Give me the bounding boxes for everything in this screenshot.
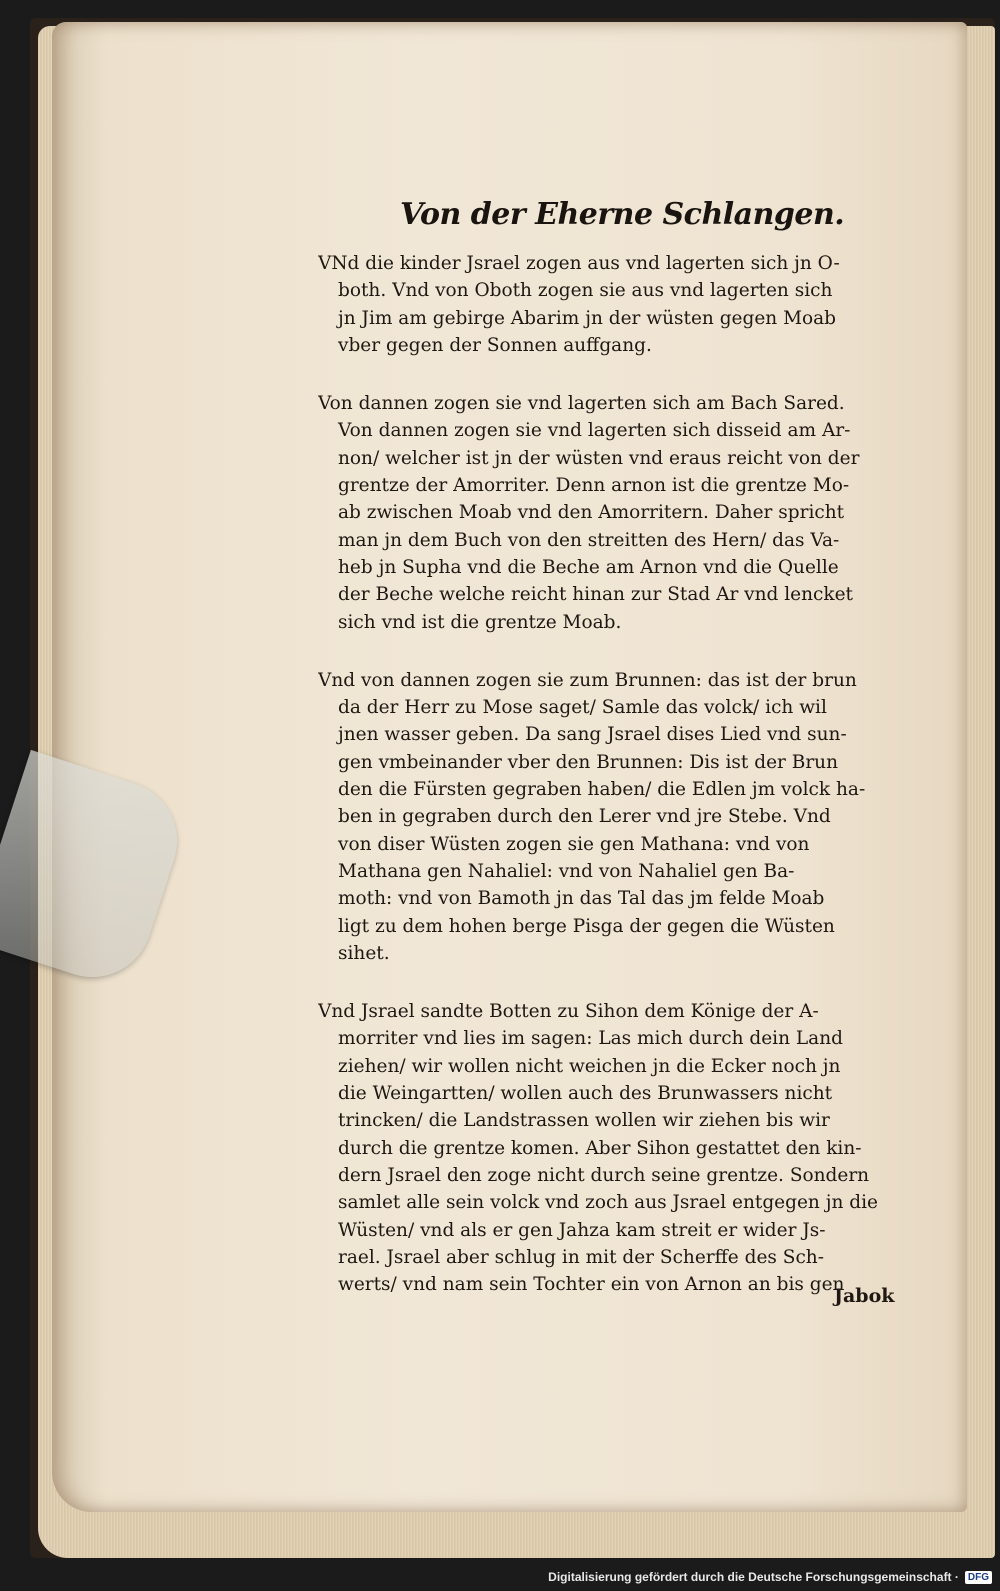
text-line: rael. Jsrael aber schlug in mit der Scherffe des Sch- [338,1246,824,1268]
text-line: gen vmbeinander vber den Brunnen: Dis ist der Brun [338,751,839,773]
text-line: samlet alle sein volck vnd zoch aus Jsrael entgegen jn die [338,1192,878,1214]
text-line: dern Jsrael den zoge nicht durch seine grentze. Sondern [338,1164,870,1186]
text-line: sihet. [338,942,390,964]
text-line: man jn dem Buch von den streitten des Hern/ das Va- [338,529,840,551]
text-line: moth: vnd von Bamoth jn das Tal das jm felde Moab [338,888,825,910]
text-line: morriter vnd lies im sagen: Las mich durch dein Land [338,1028,843,1050]
text-line: grentze der Amorriter. Denn arnon ist die grentze Mo- [338,475,850,497]
funding-notice: Digitalisierung gefördert durch die Deutsche Forschungsgemeinschaft · [548,1570,959,1584]
catchword: Jabok [834,1285,895,1307]
paragraph-4 [318,998,908,1298]
text-line: ziehen/ wir wollen nicht weichen jn die Ecker noch jn [338,1055,841,1077]
text-line: both. Vnd von Oboth zogen sie aus vnd lagerten sich [338,280,833,302]
text-line: VNd die kinder Jsrael zogen aus vnd lagerten sich jn O- [318,253,840,274]
text-line: Vnd Jsrael sandte Botten zu Sihon dem Könige der A- [318,1001,819,1023]
text-line: von diser Wüsten zogen sie gen Mathana: vnd von [338,833,810,855]
text-line: da der Herr zu Mose saget/ Samle das volck/ ich wil [338,697,827,719]
text-line: werts/ vnd nam sein Tochter ein von Arnon an bis gen [338,1274,845,1296]
text-line: sich vnd ist die grentze Moab. [338,611,622,633]
paragraph-1 [318,250,908,359]
text-line: Vnd von dannen zogen sie zum Brunnen: das ist der brun [318,669,857,691]
text-line: ab zwischen Moab vnd den Amorritern. Daher spricht [338,502,845,524]
page-heading: Von der Eherne Schlangen. [400,197,845,232]
text-line: vber gegen der Sonnen auffgang. [338,334,652,356]
text-line: den die Fürsten gegraben haben/ die Edlen jm volck ha- [338,779,866,801]
text-line: jnen wasser geben. Da sang Jsrael dises Lied vnd sun- [338,724,847,746]
text-line: jn Jim am gebirge Abarim jn der wüsten gegen Moab [338,307,837,329]
dfg-logo: DFG [965,1571,992,1584]
text-line: Von dannen zogen sie vnd lagerten sich disseid am Ar- [338,420,851,442]
text-line: durch die grentze komen. Aber Sihon gestattet den kin- [338,1137,862,1159]
text-line: Wüsten/ vnd als er gen Jahza kam streit er wider Js- [338,1219,826,1241]
body-text [318,250,908,1298]
text-line: non/ welcher ist jn der wüsten vnd eraus reicht von der [338,447,860,469]
text-line: die Weingartten/ wollen auch des Brunwassers nicht [338,1083,833,1105]
text-line: Von dannen zogen sie vnd lagerten sich am Bach Sared. [318,393,845,415]
paragraph-2 [318,390,908,636]
footer-bar [0,1563,1000,1591]
text-line: der Beche welche reicht hinan zur Stad Ar vnd lencket [338,584,853,606]
text-line: trincken/ die Landstrassen wollen wir ziehen bis wir [338,1110,830,1132]
text-line: ben in gegraben durch den Lerer vnd jre Stebe. Vnd [338,806,831,828]
text-line: Mathana gen Nahaliel: vnd von Nahaliel gen Ba- [338,860,795,882]
text-line: ligt zu dem hohen berge Pisga der gegen die Wüsten [338,915,835,937]
paragraph-3 [318,667,908,967]
text-line: heb jn Supha vnd die Beche am Arnon vnd die Quelle [338,556,839,578]
